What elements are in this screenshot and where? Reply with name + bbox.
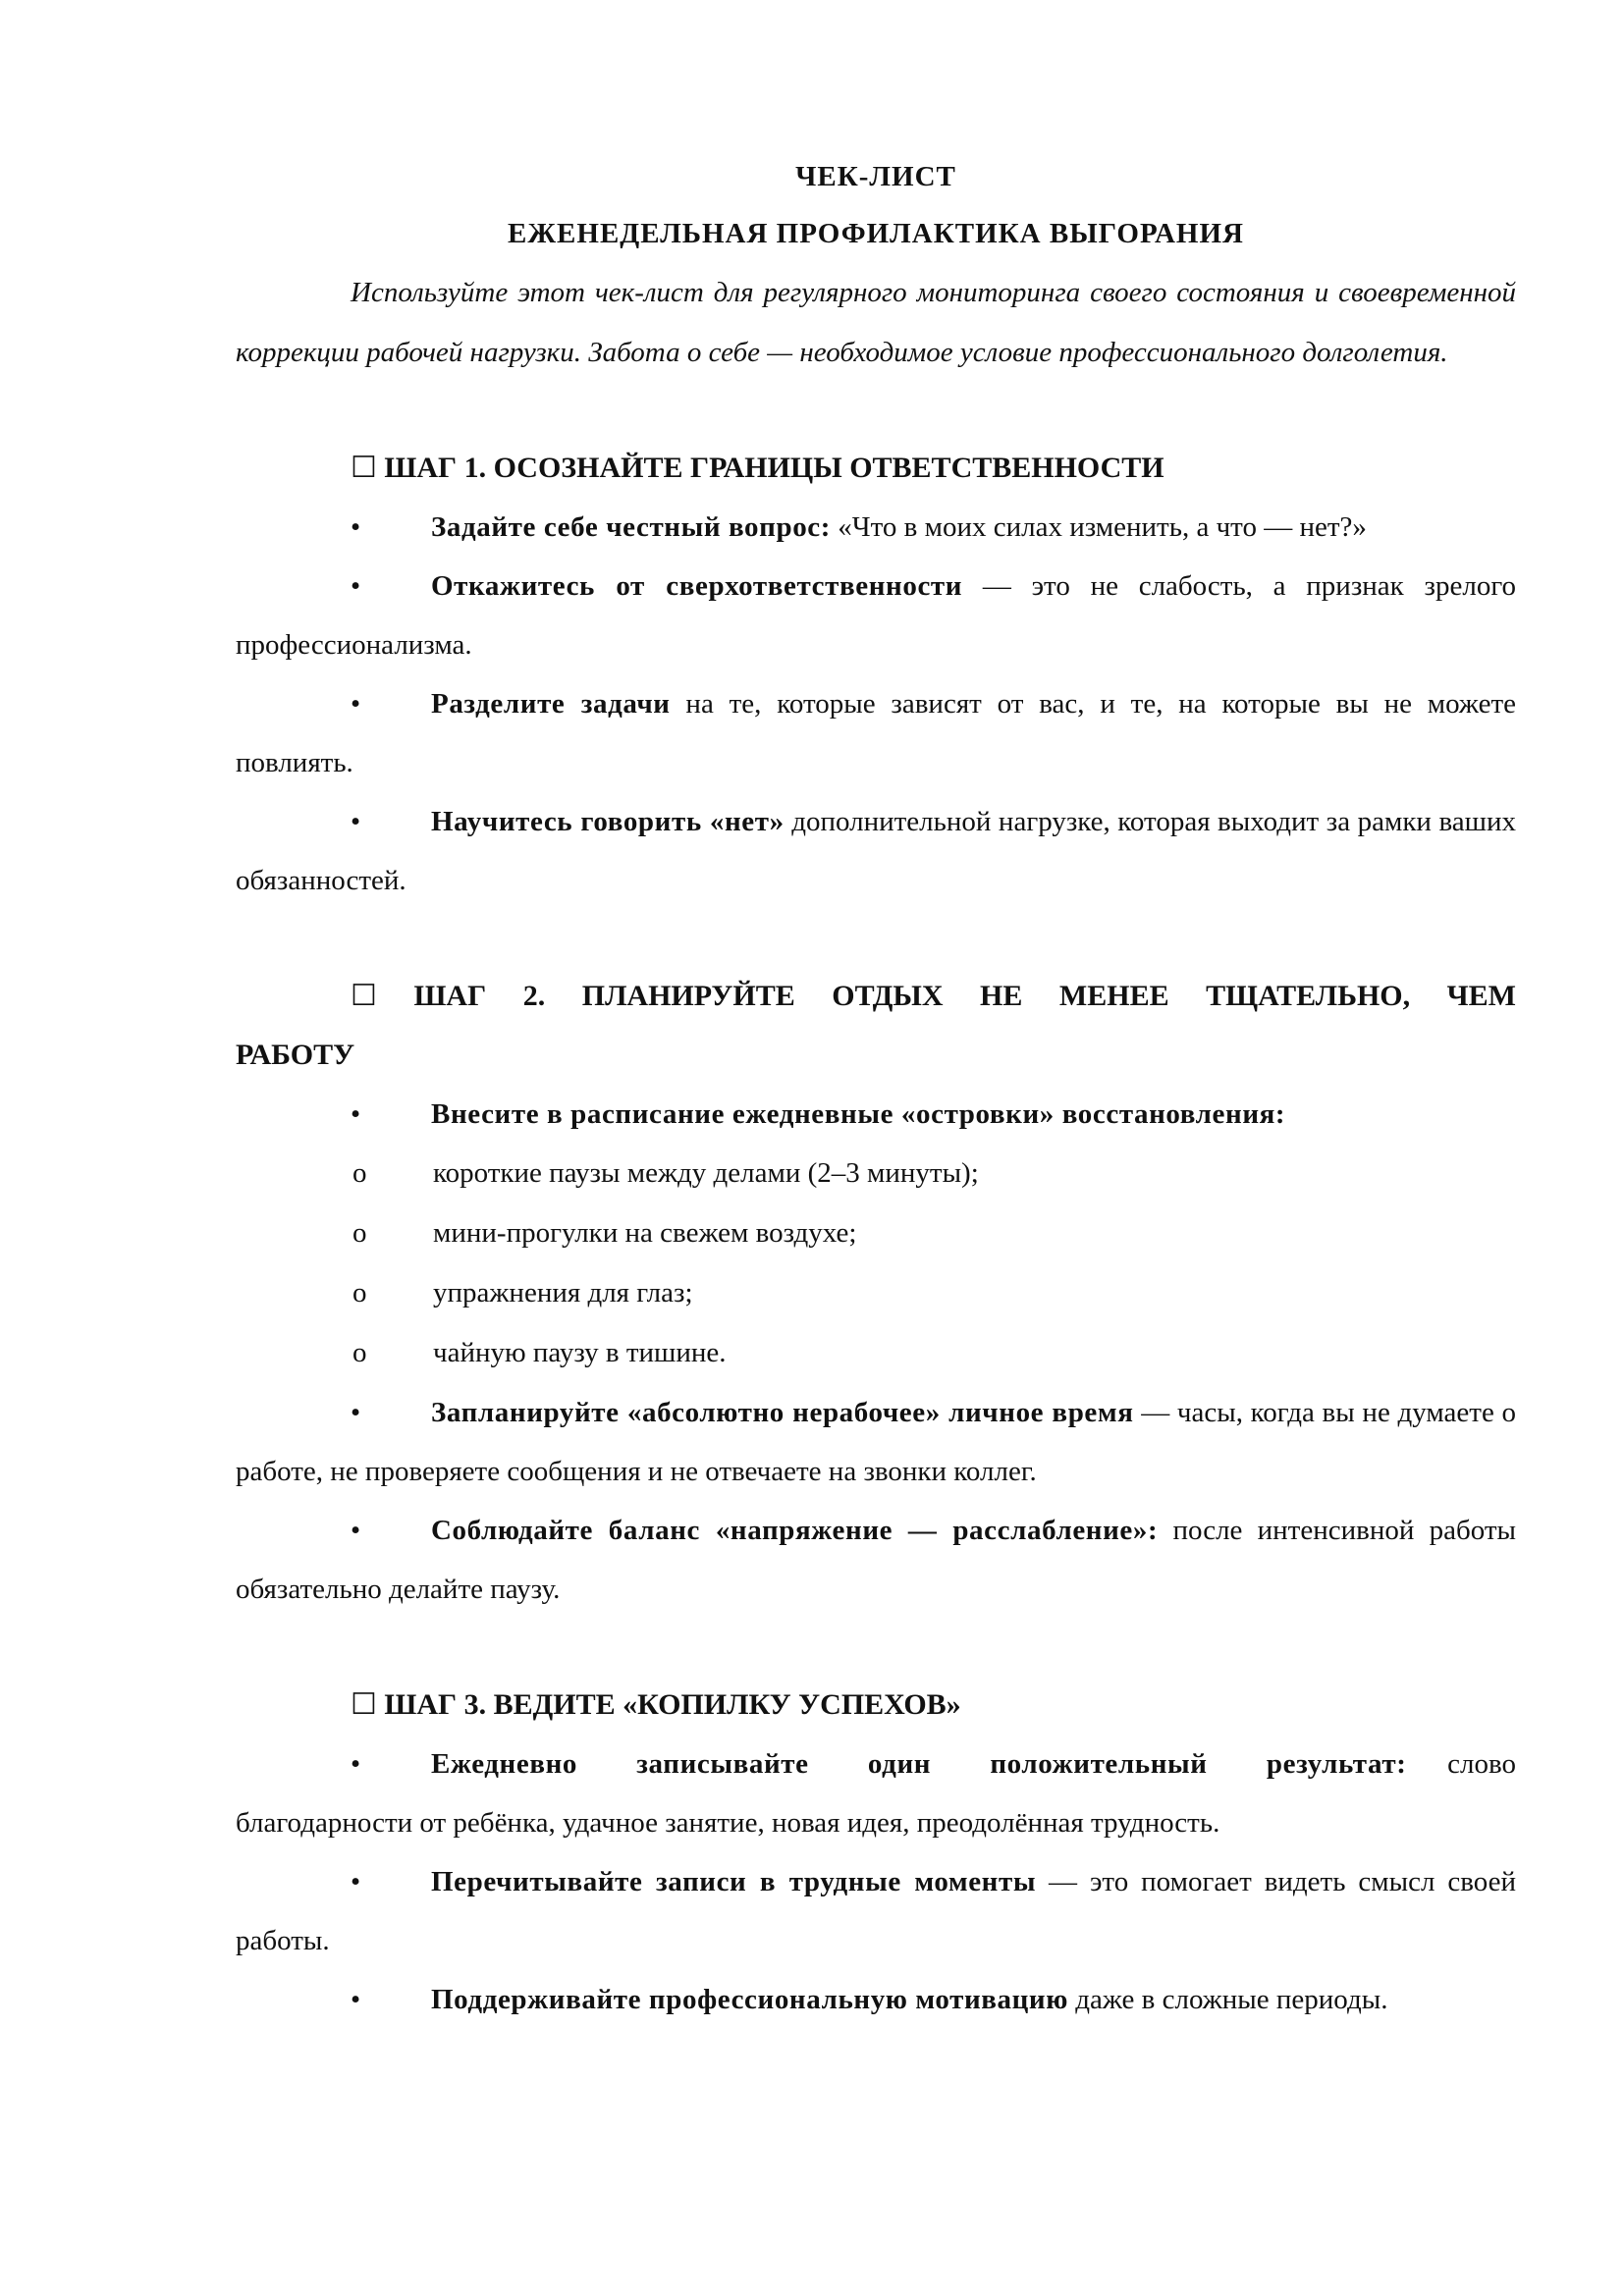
list-item: • Внесите в расписание ежедневные «островки» восстановления: xyxy=(236,1085,1516,1144)
bullet-icon: • xyxy=(351,570,361,602)
sub-list-item: o короткие паузы между делами (2–3 минуты); xyxy=(236,1144,1516,1203)
bullet-icon: • xyxy=(351,511,361,543)
list-item: • Поддерживайте профессиональную мотивацию даже в сложные периоды. xyxy=(236,1970,1516,2029)
document-title: ЧЕК-ЛИСТ xyxy=(795,161,956,192)
sub-list-item: o мини-прогулки на свежем воздухе; xyxy=(236,1203,1516,1263)
step-1-heading xyxy=(236,439,1516,498)
step-2-heading-text: ШАГ 2. ПЛАНИРУЙТЕ ОТДЫХ НЕ МЕНЕЕ ТЩАТЕЛЬНО, ЧЕМ РАБОТУ xyxy=(236,980,1516,1071)
sub-bullet-icon: o xyxy=(352,1157,367,1189)
bullet-icon: • xyxy=(351,806,361,837)
bullet-icon: • xyxy=(351,1748,361,1780)
bullet-icon: • xyxy=(351,1984,361,2015)
bullet-icon: • xyxy=(351,1397,361,1428)
sub-bullet-icon: o xyxy=(352,1217,367,1249)
list-item: • Ежедневно записывайте один положительный результат: слово благодарности от ребёнка, удачное занятие, новая идея, преодолённая трудность. xyxy=(236,1735,1516,1852)
list-item: • Разделите задачи на те, которые зависят от вас, и те, на которые вы не можете повлиять. xyxy=(236,674,1516,792)
step-3-heading-text: ШАГ 3. ВЕДИТЕ «КОПИЛКУ УСПЕХОВ» xyxy=(384,1688,961,1721)
bullet-icon: • xyxy=(351,1098,361,1130)
checkbox-icon[interactable]: ☐ xyxy=(351,980,377,1012)
bullet-icon: • xyxy=(351,1515,361,1546)
content-column xyxy=(236,147,1516,2029)
step-3-heading xyxy=(236,1676,1516,1735)
sub-bullet-icon: o xyxy=(352,1277,367,1308)
checkbox-icon[interactable]: ☐ xyxy=(351,452,377,484)
list-item: • Соблюдайте баланс «напряжение — расслабление»: после интенсивной работы обязательно делайте паузу. xyxy=(236,1501,1516,1619)
sub-bullet-icon: o xyxy=(352,1337,367,1368)
list-item: • Откажитесь от сверхответственности — это не слабость, а признак зрелого профессионализма. xyxy=(236,557,1516,674)
step-1-heading-text: ШАГ 1. ОСОЗНАЙТЕ ГРАНИЦЫ ОТВЕТСТВЕННОСТИ xyxy=(384,452,1164,484)
sub-list-item: o упражнения для глаз; xyxy=(236,1263,1516,1323)
bullet-icon: • xyxy=(351,688,361,720)
intro-paragraph: Используйте этот чек-лист для регулярного мониторинга своего состояния и своевременной коррекции рабочей нагрузки. Забота о себе — необходимое условие профессионального долголетия. xyxy=(236,277,1516,368)
list-item: • Перечитывайте записи в трудные моменты — это помогает видеть смысл своей работы. xyxy=(236,1852,1516,1970)
sub-list-item: o чайную паузу в тишине. xyxy=(236,1323,1516,1383)
list-item: • Запланируйте «абсолютно нерабочее» личное время — часы, когда вы не думаете о работе, не проверяете сообщения и не отвечаете на звонки коллег. xyxy=(236,1383,1516,1501)
list-item: • Задайте себе честный вопрос: «Что в моих силах изменить, а что — нет?» xyxy=(236,498,1516,557)
document-subtitle: ЕЖЕНЕДЕЛЬНАЯ ПРОФИЛАКТИКА ВЫГОРАНИЯ xyxy=(508,218,1244,249)
checkbox-icon[interactable]: ☐ xyxy=(351,1688,377,1721)
bullet-icon: • xyxy=(351,1866,361,1897)
step-2-heading xyxy=(236,967,1516,1085)
list-item: • Научитесь говорить «нет» дополнительной нагрузке, которая выходит за рамки ваших обязанностей. xyxy=(236,792,1516,910)
